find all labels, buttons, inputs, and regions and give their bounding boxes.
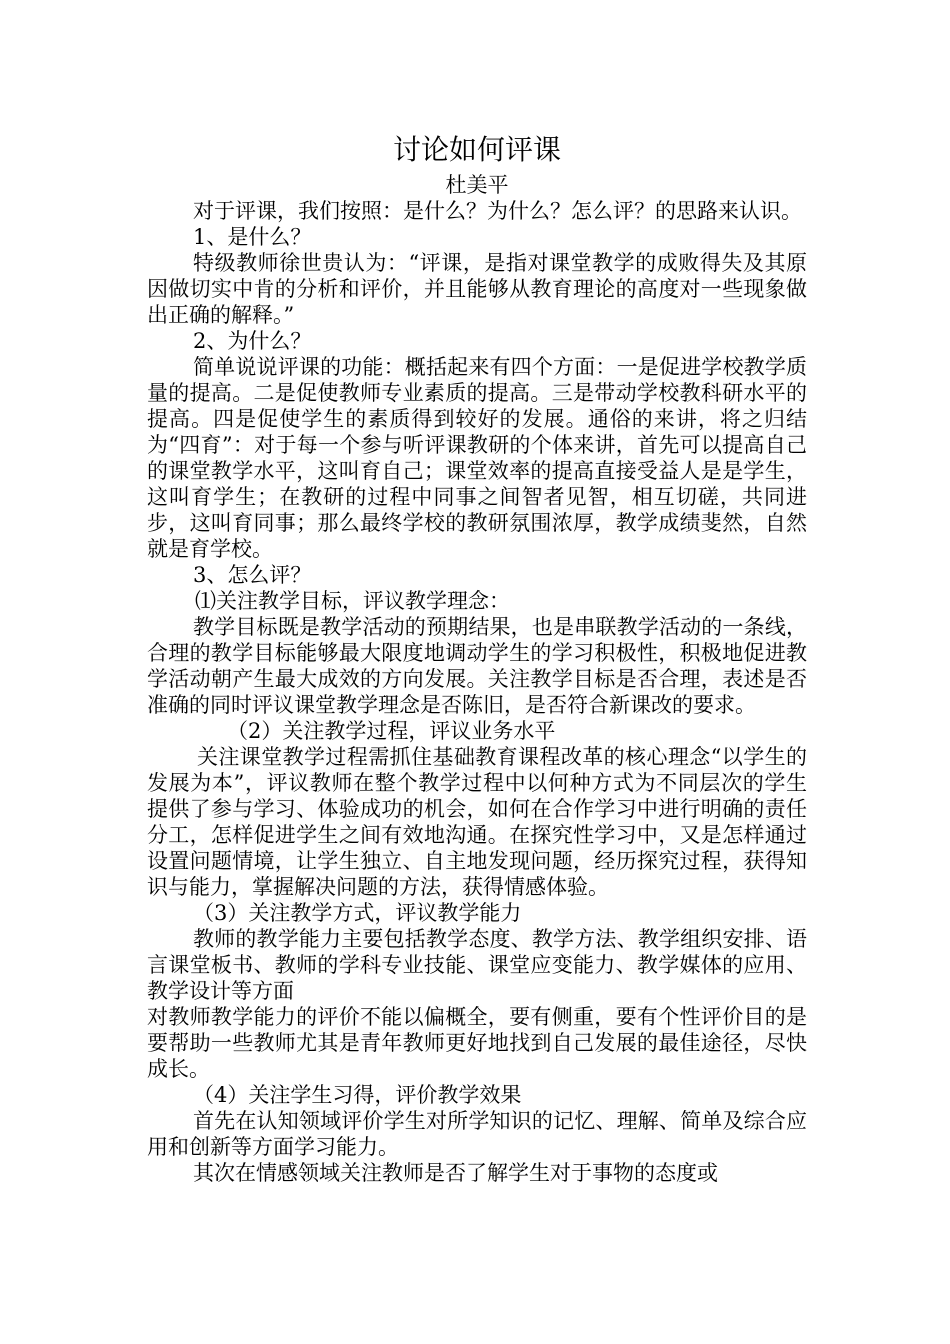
section-heading: 2、为什么？ [193,329,312,353]
paragraph: 对教师教学能力的评价不能以偏概全，要有侧重，要有个性评价目的是要帮助一些教师尤其是青年教师更好地找到自己发展的最佳途径，尽快成长。 [147,1005,807,1081]
subsection-heading: ⑴关注教学目标，评议教学理念： [195,589,510,613]
paragraph: 教学目标既是教学活动的预期结果，也是串联教学活动的一条线，合理的教学目标能够最大限度地调动学生的学习积极性，积极地促进教学活动朝产生最大成效的方向发展。关注教学目标是否合理，表述是否准确的同时评议课堂教学理念是否陈旧，是否符合新课改的要求。 [147,615,807,717]
paragraph: 首先在认知领域评价学生对所学知识的记忆、理解、简单及综合应用和创新等方面学习能力。 [147,1109,807,1159]
document-body [147,198,807,1186]
subsection-heading: （3）关注教学方式，评议教学能力 [193,901,522,925]
subsection-heading: （2）关注教学过程，评议业务水平 [227,719,556,743]
paragraph: 教师的教学能力主要包括教学态度、教学方法、教学组织安排、语言课堂板书、教师的学科专业技能、课堂应变能力、教学媒体的应用、教学设计等方面 [147,927,807,1003]
paragraph: 简单说说评课的功能：概括起来有四个方面：一是促进学校教学质量的提高。二是促使教师专业素质的提高。三是带动学校教科研水平的提高。四是促使学生的素质得到较好的发展。通俗的来讲，将之归结为“四育”：对于每一个参与听评课教研的个体来讲，首先可以提高自己的课堂教学水平，这叫育自己；课堂效率的提高直接受益人是是学生，这叫育学生；在教研的过程中同事之间智者见智，相互切磋，共同进步，这叫育同事；那么最终学校的教研氛围浓厚，教学成绩斐然，自然就是育学校。 [147,355,807,561]
document-author: 杜美平 [445,173,509,197]
paragraph: 对于评课，我们按照：是什么？为什么？怎么评？的思路来认识。 [193,199,802,223]
document-page [147,128,807,1186]
section-heading: 1、是什么？ [193,225,312,249]
paragraph: 关注课堂教学过程需抓住基础教育课程改革的核心理念“以学生的发展为本”，评议教师在整个教学过程中以何种方式为不同层次的学生提供了参与学习、体验成功的机会，如何在合作学习中进行明确的责任分工，怎样促进学生之间有效地沟通。在探究性学习中，又是怎样通过设置问题情境，让学生独立、自主地发现问题，经历探究过程，获得知识与能力，掌握解决问题的方法，获得情感体验。 [147,745,807,899]
subsection-heading: （4）关注学生习得，评价教学效果 [193,1083,522,1107]
document-title: 讨论如何评课 [392,133,561,166]
section-heading: 3、怎么评？ [193,563,312,587]
paragraph: 特级教师徐世贵认为：“评课，是指对课堂教学的成败得失及其原因做切实中肯的分析和评价，并且能够从教育理论的高度对一些现象做出正确的解释。” [147,251,807,327]
paragraph: 其次在情感领域关注教师是否了解学生对于事物的态度或 [193,1161,718,1185]
